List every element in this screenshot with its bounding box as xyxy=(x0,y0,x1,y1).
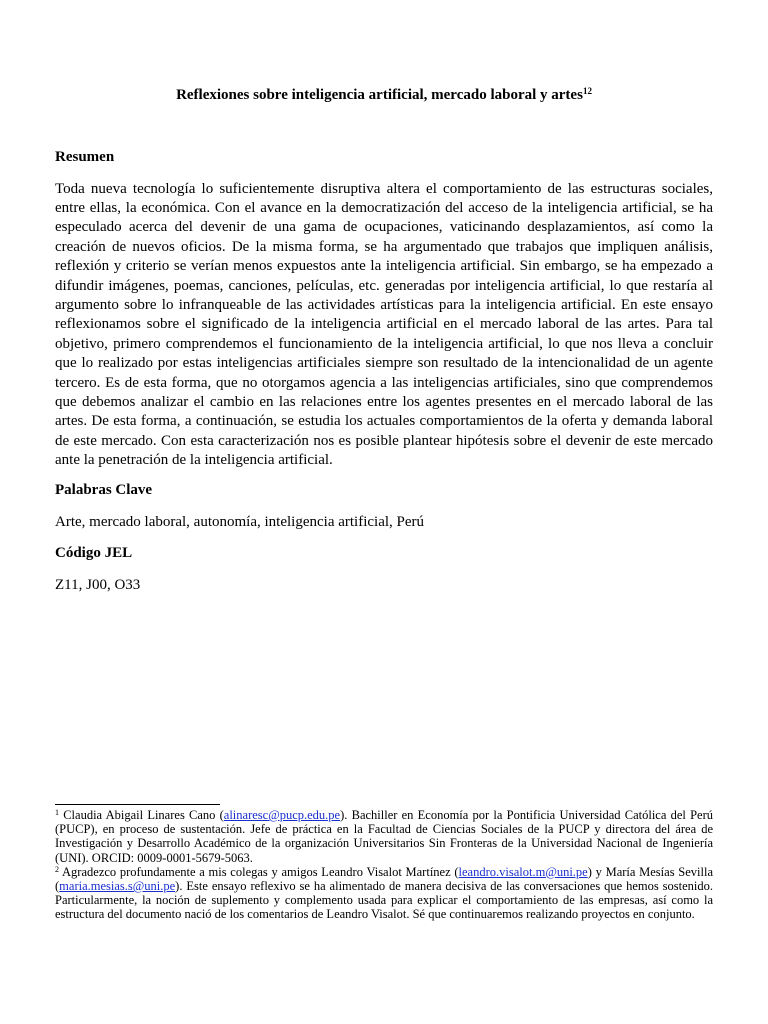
footnotes xyxy=(55,808,713,922)
abstract-body: Toda nueva tecnología lo suficientemente disruptiva altera el comportamiento de las estructuras sociales, entre ellas, la económica. Con el avance en la democratización del acceso de la inteligencia artificial, se ha especulado acerca del devenir de una gama de ocupaciones, vaticinando desplazamientos, así como la creación de nuevos oficios. De la misma forma, se ha argumentado que trabajos que impliquen análisis, reflexión y criterio se verían menos expuestos ante la inteligencia artificial. Sin embargo, se ha empezado a difundir imágenes, poemas, canciones, películas, etc. generadas por inteligencia artificial, lo que restaría al argumento sobre lo infranqueable de las actividades artísticas para la inteligencia artificial. En este ensayo reflexionamos sobre el significado de la inteligencia artificial en el mercado laboral de las artes. Para tal objetivo, primero comprendemos el funcionamiento de la inteligencia artificial, lo que nos lleva a concluir que lo realizado por estas inteligencias artificiales siempre son resultado de la intencionalidad de un agente tercero. Es de esta forma, que no otorgamos agencia a las inteligencias artificiales, sino que comprendemos que debemos analizar el cambio en las relaciones entre los agentes presentes en el mercado laboral de las artes. De esta forma, a continuación, se estudia los actuales comportamientos de la oferta y demanda laboral de este mercado. Con esta caracterización nos es posible plantear hipótesis sobre el devenir de este mercado ante la penetración de la inteligencia artificial. xyxy=(55,180,713,469)
email-link-mesias[interactable]: maria.mesias.s@uni.pe xyxy=(59,879,176,894)
keywords-text: Arte, mercado laboral, autonomía, inteligencia artificial, Perú xyxy=(55,514,425,530)
footnote-mark: 2 xyxy=(55,864,59,874)
abstract-heading: Resumen xyxy=(55,149,115,165)
keywords-heading: Palabras Clave xyxy=(55,482,153,498)
footnote-text: Agradezco profundamente a mis colegas y amigos Leandro Visalot Martínez ( xyxy=(62,864,459,879)
footnote-separator xyxy=(55,804,220,805)
document-title-line xyxy=(55,86,713,105)
jel-heading: Código JEL xyxy=(55,545,133,561)
title-footnote-mark: 1 xyxy=(582,86,588,96)
email-link-linares[interactable]: alinaresc@pucp.edu.pe xyxy=(223,808,341,822)
title-footnote-mark: 2 xyxy=(587,86,592,96)
footnote-1 xyxy=(55,808,713,865)
email-link-visalot[interactable]: leandro.visalot.m@uni.pe xyxy=(458,864,588,879)
document-title: Reflexiones sobre inteligencia artificial, mercado laboral y artes xyxy=(176,87,583,103)
footnote-text: ) y María Mesías Sevilla ( xyxy=(55,864,713,894)
jel-codes: Z11, J00, O33 xyxy=(55,577,141,593)
footnote-text: ). Bachiller en Economía por la Pontificia Universidad Católica del Perú (PUCP), en proceso de sustentación. Jefe de práctica en la Facultad de Ciencias Sociales de la PUCP y directora del área de Investigación y Desarrollo Académico de la organización Universitarios Sin Fronteras de la Universidad Nacional de Ingeniería (UNI). ORCID: 0009-0001-5679-5063. xyxy=(55,808,714,865)
footnote-mark: 1 xyxy=(55,808,59,817)
footnote-text: Claudia Abigail Linares Cano ( xyxy=(63,808,224,822)
footnote-text: ). Este ensayo reflexivo se ha alimentado de manera decisiva de las conversaciones que hemos sostenido. Particularmente, la noción de suplemento y complemento usada para explicar el comportamiento de las empresas, así como la estructura del documento nació de los comentarios de Leandro Visalot. Sé que continuaremos realizando proyectos en conjunto. xyxy=(55,879,713,922)
footnote-2 xyxy=(55,865,713,922)
